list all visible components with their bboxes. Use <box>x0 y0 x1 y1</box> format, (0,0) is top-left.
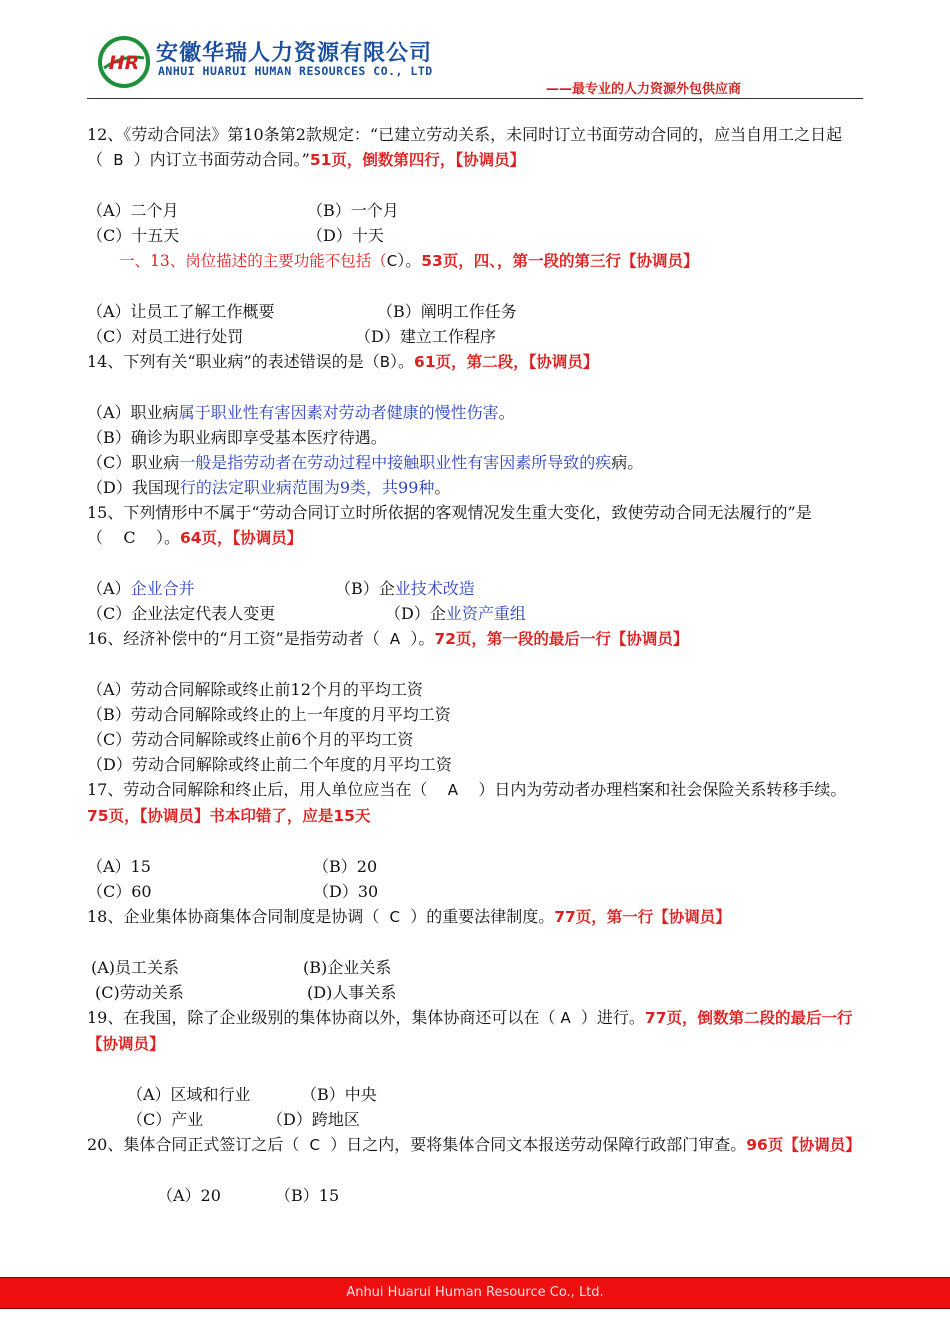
page-note: 96页【协调员】 <box>746 1136 861 1154</box>
question-20-options-row-1 <box>87 1183 865 1208</box>
question-list <box>87 122 865 1208</box>
question-15-options-row-2: （C）企业法定代表人变更 （D）企业资产重组 <box>87 601 865 626</box>
option: (C)劳动关系 <box>95 983 184 1002</box>
option: （D）跨地区 <box>267 1110 360 1129</box>
question-17-stem: 17、劳动合同解除和终止后，用人单位应当在（ A ）日内为劳动者办理档案和社会保险关系转移手续。75页，【协调员】书本印错了，应是15天 <box>87 780 847 825</box>
option: （D）30 <box>313 882 379 901</box>
answer: A <box>389 630 401 648</box>
question-14-option-d: （D）我国现行的法定职业病范围为9类，共99种。 <box>87 478 451 497</box>
footer-company-name: Anhui Huarui Human Resource Co., Ltd. <box>346 1285 604 1300</box>
option: （A）让员工了解工作概要 <box>87 302 275 321</box>
question-16-option-a: （A）劳动合同解除或终止前12个月的平均工资 <box>87 680 423 699</box>
page-note: 51页，倒数第四行，【协调员】 <box>309 151 526 169</box>
option: （A）20 <box>157 1186 221 1205</box>
option: （D）建立工作程序 <box>355 327 496 346</box>
page-note: 61页，第二段，【协调员】 <box>414 353 599 371</box>
option: （B）20 <box>313 857 378 876</box>
question-15-stem: 15、下列情形中不属于“劳动合同订立时所依据的客观情况发生重大变化，致使劳动合同无法履行的”是（ C ）。64页，【协调员】 <box>87 503 812 547</box>
option: (B)企业关系 <box>303 958 392 977</box>
question-16-option-c: （C）劳动合同解除或终止前6个月的平均工资 <box>87 730 414 749</box>
page-header <box>0 0 950 102</box>
option: （C）对员工进行处罚 <box>87 327 244 346</box>
question-12-options-row-1 <box>87 198 865 223</box>
option: (A)员工关系 <box>91 958 180 977</box>
question-13-stem: 一、13、岗位描述的主要功能不包括（C）。53页，四、，第一段的第三行【协调员】 <box>87 248 865 274</box>
company-slogan: ——最专业的人力资源外包供应商 <box>546 82 742 97</box>
page-note: 77页，倒数第二段的最后一行【协调员】 <box>87 1009 853 1053</box>
question-18-options-row-2 <box>87 980 865 1005</box>
company-logo-icon <box>98 36 150 88</box>
question-13-options-row-2 <box>87 324 865 349</box>
page-note: 53页，四、，第一段的第三行【协调员】 <box>421 252 699 270</box>
option: （C）十五天 <box>87 226 180 245</box>
page-note: 72页，第一段的最后一行【协调员】 <box>434 630 689 648</box>
option: （A）15 <box>87 857 151 876</box>
question-17-options-row-2 <box>87 879 865 904</box>
option: （A）区域和行业 <box>127 1085 251 1104</box>
answer: C <box>389 908 401 926</box>
option: （D）十天 <box>307 226 384 245</box>
question-18-options-row-1 <box>87 955 865 980</box>
question-13-options-row-1 <box>87 299 865 324</box>
page-note: 75页，【协调员】书本印错了，应是15天 <box>87 807 371 825</box>
answer: C <box>309 1136 321 1154</box>
company-name-en: ANHUI HUARUI HUMAN RESOURCES CO., LTD <box>158 64 433 78</box>
question-14-option-a: （A）职业病属于职业性有害因素对劳动者健康的慢性伤害。 <box>87 403 515 422</box>
option: （C）企业法定代表人变更 <box>87 604 276 623</box>
header-divider <box>87 98 863 99</box>
option: （B）一个月 <box>307 201 399 220</box>
option: （B）15 <box>275 1186 340 1205</box>
option: （B）阐明工作任务 <box>377 302 517 321</box>
question-16-stem: 16、经济补偿中的“月工资”是指劳动者（ A ）。72页，第一段的最后一行【协调员】 <box>87 626 865 652</box>
question-16-option-b: （B）劳动合同解除或终止的上一年度的月平均工资 <box>87 705 451 724</box>
question-14-option-c: （C）职业病一般是指劳动者在劳动过程中接触职业性有害因素所导致的疾病。 <box>87 453 644 472</box>
question-15-options-row-1: （A）企业合并 （B）企业技术改造 <box>87 579 475 598</box>
option: (D)人事关系 <box>307 983 397 1002</box>
page-note: 77页，第一行【协调员】 <box>554 908 731 926</box>
question-20-stem: 20、集体合同正式签订之后（ C ）日之内，要将集体合同文本报送劳动保障行政部门审查。96页【协调员】 <box>87 1132 865 1158</box>
question-14-stem: 14、下列有关“职业病”的表述错误的是（B）。61页，第二段，【协调员】 <box>87 349 865 375</box>
page-note: 64页，【协调员】 <box>179 529 303 547</box>
option: （C）60 <box>87 882 152 901</box>
question-17-options-row-1 <box>87 854 865 879</box>
question-19-options-row-1 <box>87 1082 865 1107</box>
question-12-stem: 12、《劳动合同法》第10条第2款规定：“已建立劳动关系，未同时订立书面劳动合同的，应当自用工之日起（ B ）内订立书面劳动合同。”51页，倒数第四行，【协调员】 <box>87 122 865 173</box>
answer: B <box>379 353 391 371</box>
answer: B <box>113 151 124 169</box>
option: （A）二个月 <box>87 201 179 220</box>
company-name-cn: 安徽华瑞人力资源有限公司 <box>156 41 433 66</box>
logo-letters: HR <box>108 52 140 74</box>
answer: C <box>386 252 398 270</box>
question-18-stem: 18、企业集体协商集体合同制度是协调（ C ）的重要法律制度。77页，第一行【协调员】 <box>87 904 865 930</box>
question-19-stem: 19、在我国，除了企业级别的集体协商以外，集体协商还可以在（ A ）进行。77页，倒数第二段的最后一行【协调员】 <box>87 1008 853 1053</box>
page-footer <box>0 1277 950 1309</box>
answer: A <box>447 781 458 799</box>
answer: C <box>123 528 136 547</box>
question-14-option-b: （B）确诊为职业病即享受基本医疗待遇。 <box>87 428 387 447</box>
question-19-options-row-2 <box>87 1107 865 1132</box>
option: （C）产业 <box>127 1110 204 1129</box>
option: （B）中央 <box>301 1085 377 1104</box>
answer: A <box>560 1009 571 1027</box>
question-16-option-d: （D）劳动合同解除或终止前二个年度的月平均工资 <box>87 755 452 774</box>
question-12-options-row-2 <box>87 223 865 248</box>
